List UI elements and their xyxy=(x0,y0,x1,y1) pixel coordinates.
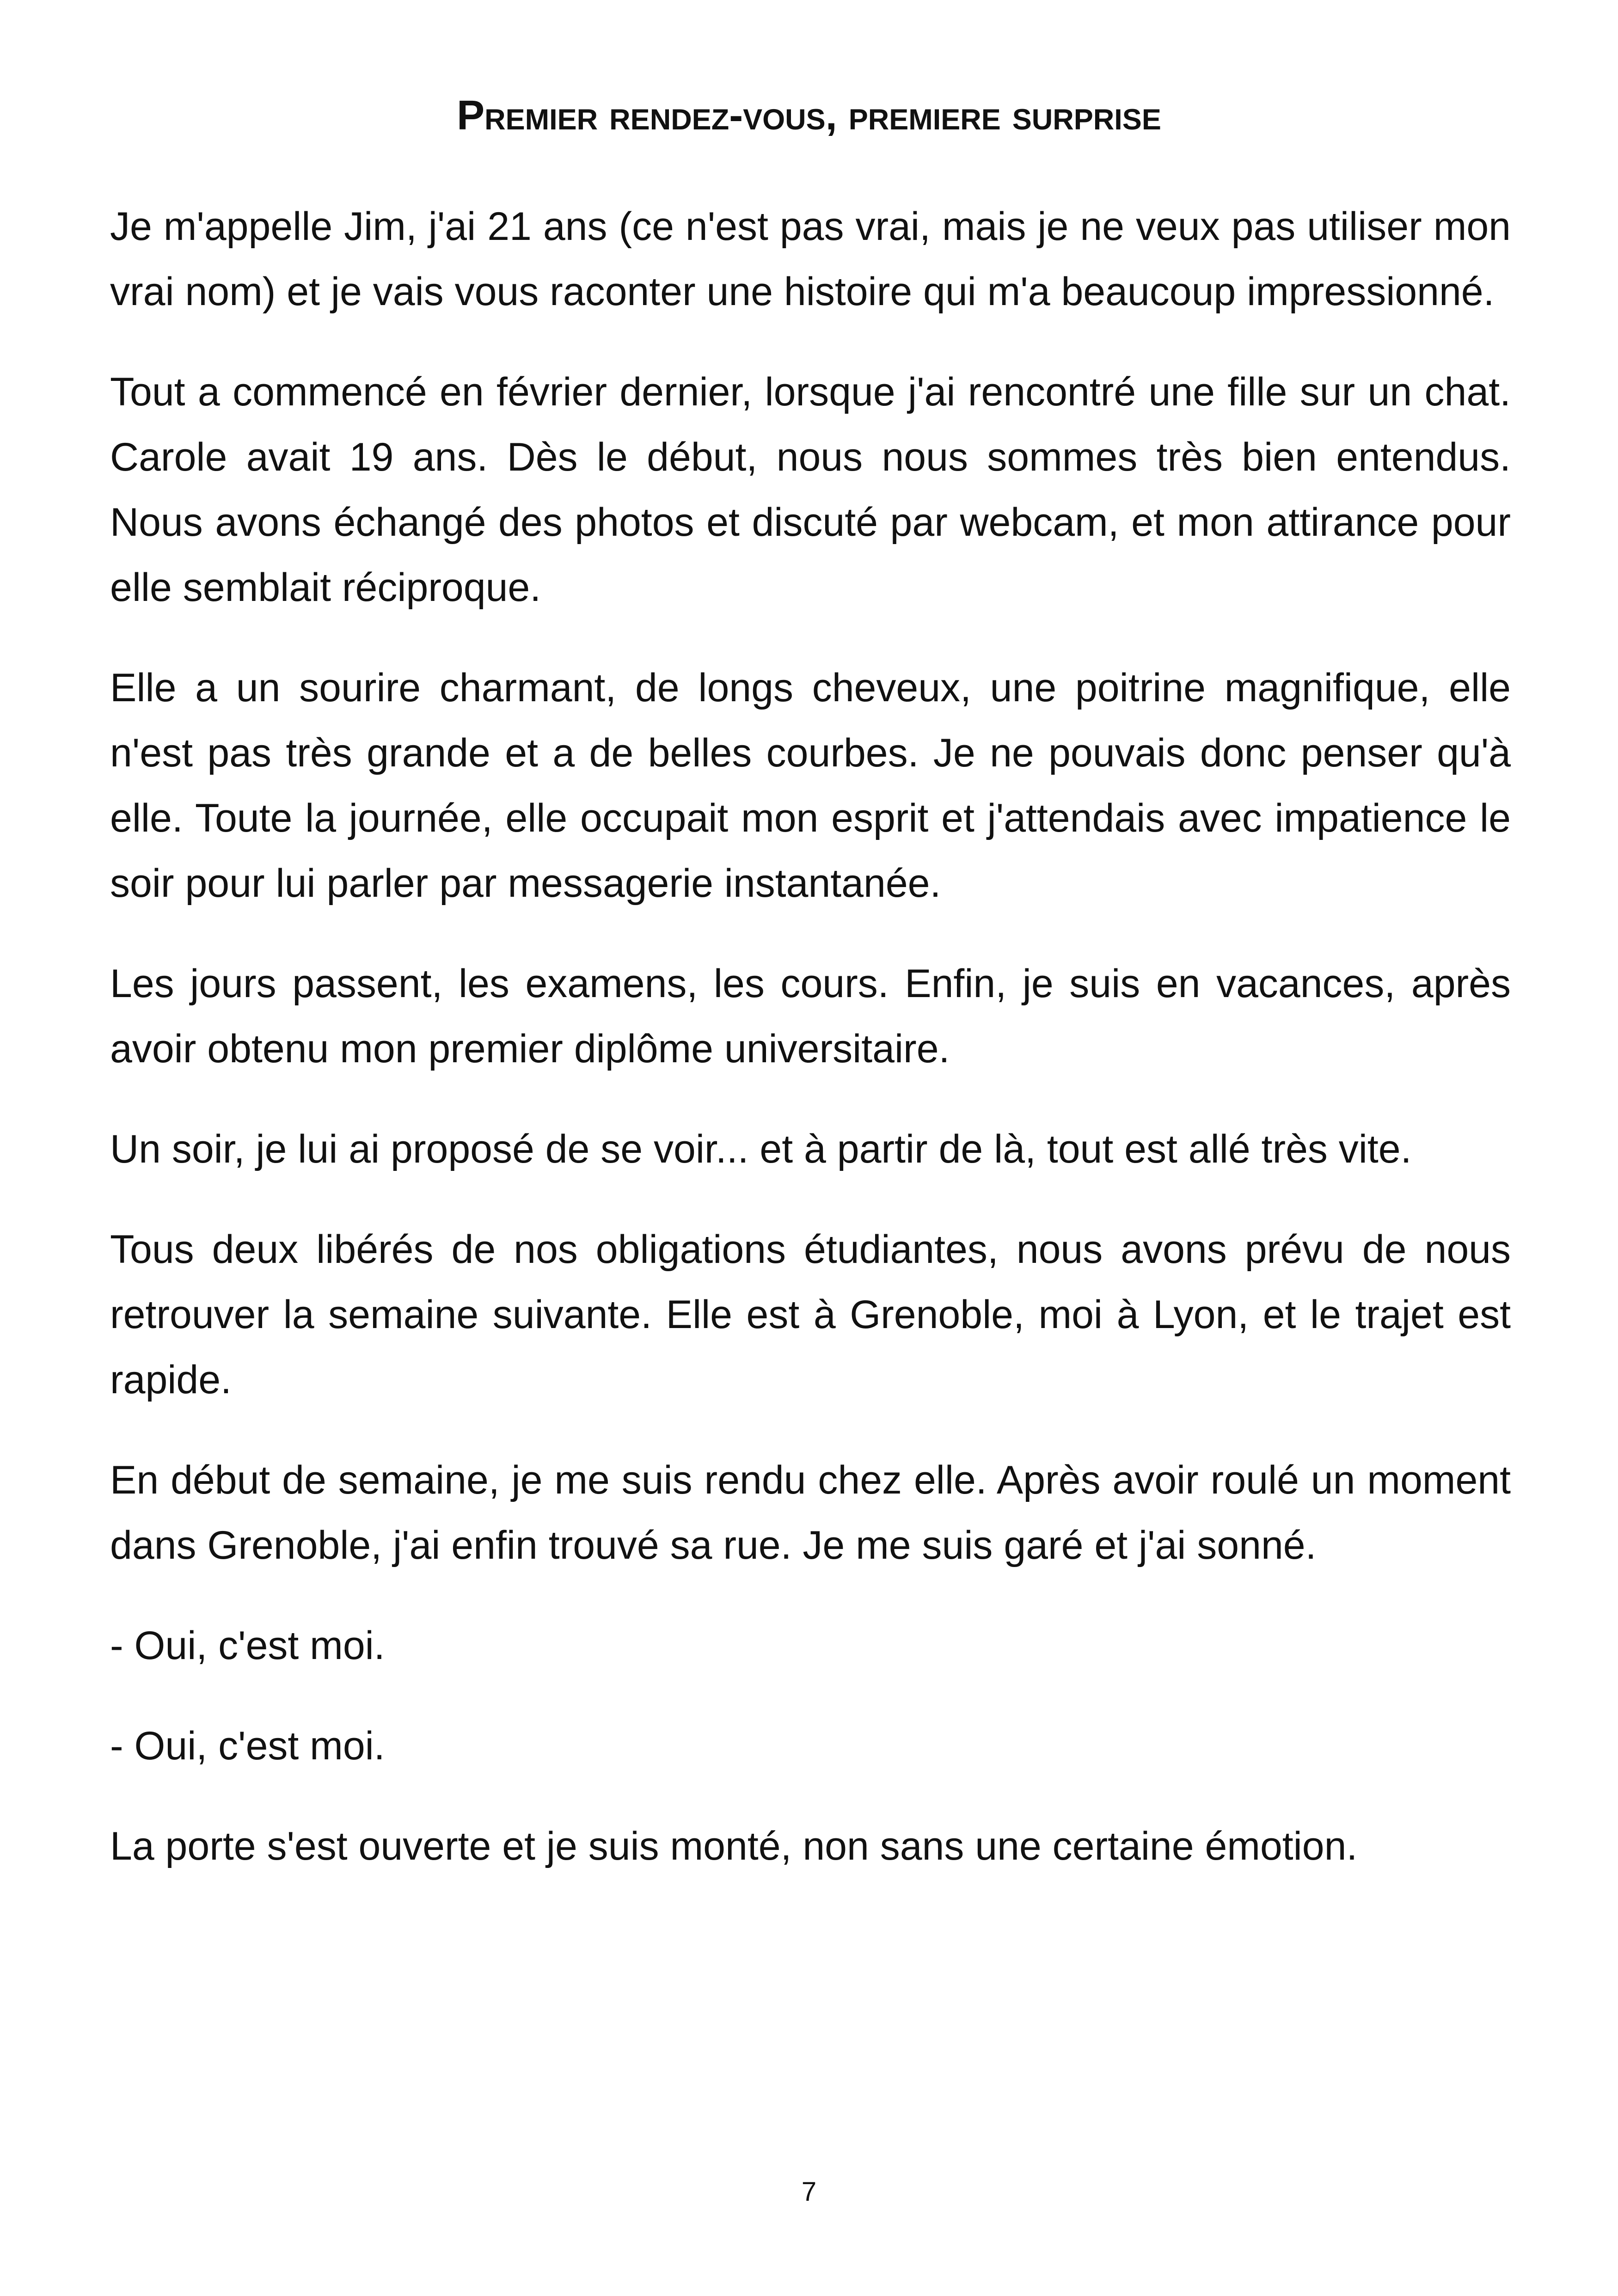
paragraph: Elle a un sourire charmant, de longs cheveux, une poitrine magnifique, elle n'est pas très grande et a de belles courbes. Je ne pouvais donc penser qu'à elle. Toute la journée, elle occupait mon esprit et j'attendais avec impatience le soir pour lui parler par messagerie instantanée. xyxy=(110,666,1511,906)
chapter-body xyxy=(110,194,1511,1914)
chapter-title: Premier rendez-vous, premiere surprise xyxy=(457,92,1161,139)
paragraph: Tout a commencé en février dernier, lorsque j'ai rencontré une fille sur un chat. Carole avait 19 ans. Dès le début, nous nous sommes très bien entendus. Nous avons échangé des photos et discuté par webcam, et mon attirance pour elle semblait réciproque. xyxy=(110,370,1511,610)
page-number: 7 xyxy=(801,2177,817,2207)
paragraph: Je m'appelle Jim, j'ai 21 ans (ce n'est pas vrai, mais je ne veux pas utiliser mon vrai nom) et je vais vous raconter une histoire qui m'a beaucoup impressionné. xyxy=(110,204,1511,314)
dialogue-line: - Oui, c'est moi. xyxy=(110,1623,385,1668)
paragraph: Tous deux libérés de nos obligations étudiantes, nous avons prévu de nous retrouver la semaine suivante. Elle est à Grenoble, moi à Lyon, et le trajet est rapide. xyxy=(110,1227,1511,1402)
paragraph: En début de semaine, je me suis rendu chez elle. Après avoir roulé un moment dans Grenoble, j'ai enfin trouvé sa rue. Je me suis garé et j'ai sonné. xyxy=(110,1458,1511,1567)
paragraph: Les jours passent, les examens, les cours. Enfin, je suis en vacances, après avoir obtenu mon premier diplôme universitaire. xyxy=(110,961,1511,1071)
paragraph: Un soir, je lui ai proposé de se voir... et à partir de là, tout est allé très vite. xyxy=(110,1127,1412,1171)
paragraph: La porte s'est ouverte et je suis monté, non sans une certaine émotion. xyxy=(110,1824,1358,1868)
dialogue-line: - Oui, c'est moi. xyxy=(110,1724,385,1768)
